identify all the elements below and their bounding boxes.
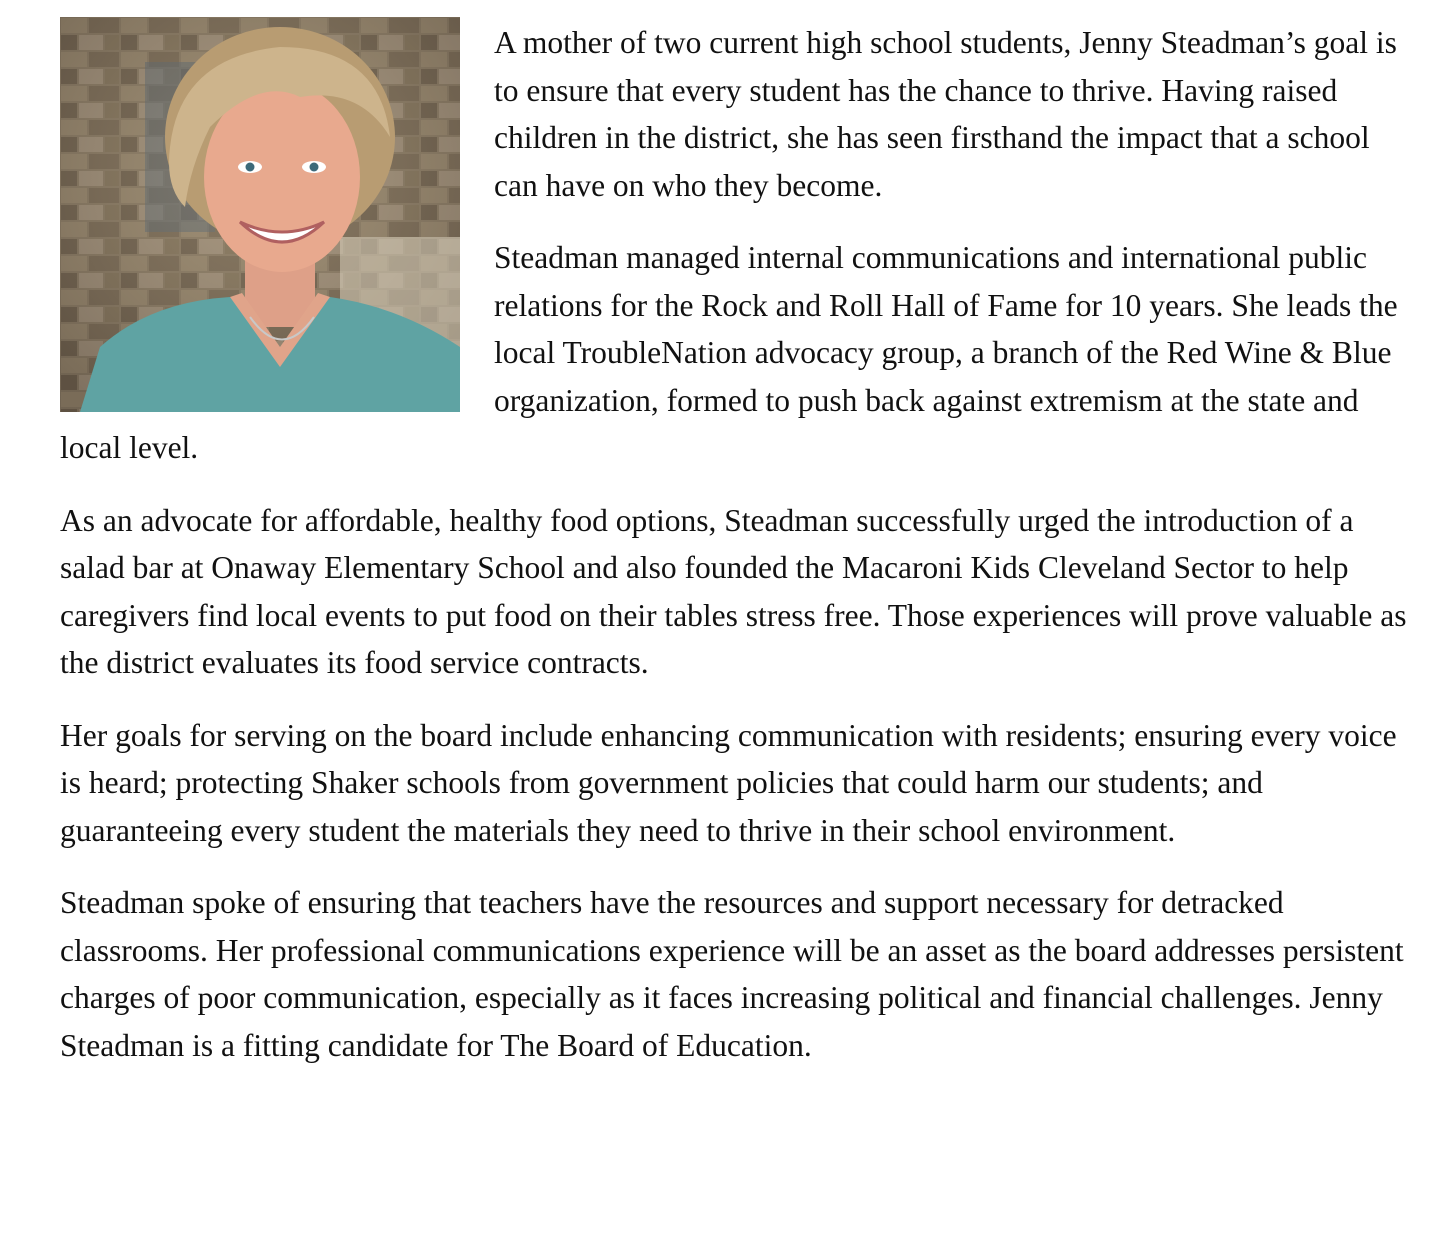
paragraph-food-advocacy: As an advocate for affordable, healthy food options, Steadman successfully urged the introduction of a salad bar at Onaway Elementary School and also founded the Macaroni Kids Cleveland Sector to help caregivers find local events to put food on their tables stress free. Those experiences will prove valuable as the district evaluates its food service contracts. [60, 502, 1407, 680]
paragraph-career: Steadman managed internal communications and international public relations for the Rock and Roll Hall of Fame for 10 years. She leads the local TroubleNation advocacy group, a branch of the Red Wine & Blue organization, formed to push back against extremism at the state and local level. [60, 240, 1398, 465]
paragraph-board-goals: Her goals for serving on the board include enhancing communication with residents; ensuring every voice is heard; protecting Shaker schools from government policies that could harm our students; and guaranteeing every student the materials they need to thrive in their school environment. [60, 717, 1397, 848]
paragraph-intro: A mother of two current high school students, Jenny Steadman’s goal is to ensure that every student has the chance to thrive. Having raised children in the district, she has seen firsthand the impact that a school can have on who they become. [494, 25, 1397, 203]
paragraph-conclusion: Steadman spoke of ensuring that teachers have the resources and support necessary for detracked classrooms. Her professional communications experience will be an asset as the board addresses persistent charges of poor communication, especially as it faces increasing political and financial challenges. Jenny Steadman is a fitting candidate for The Board of Education. [60, 885, 1404, 1063]
portrait-image [60, 17, 460, 412]
candidate-article [60, 0, 1420, 1094]
candidate-photo [60, 17, 460, 412]
